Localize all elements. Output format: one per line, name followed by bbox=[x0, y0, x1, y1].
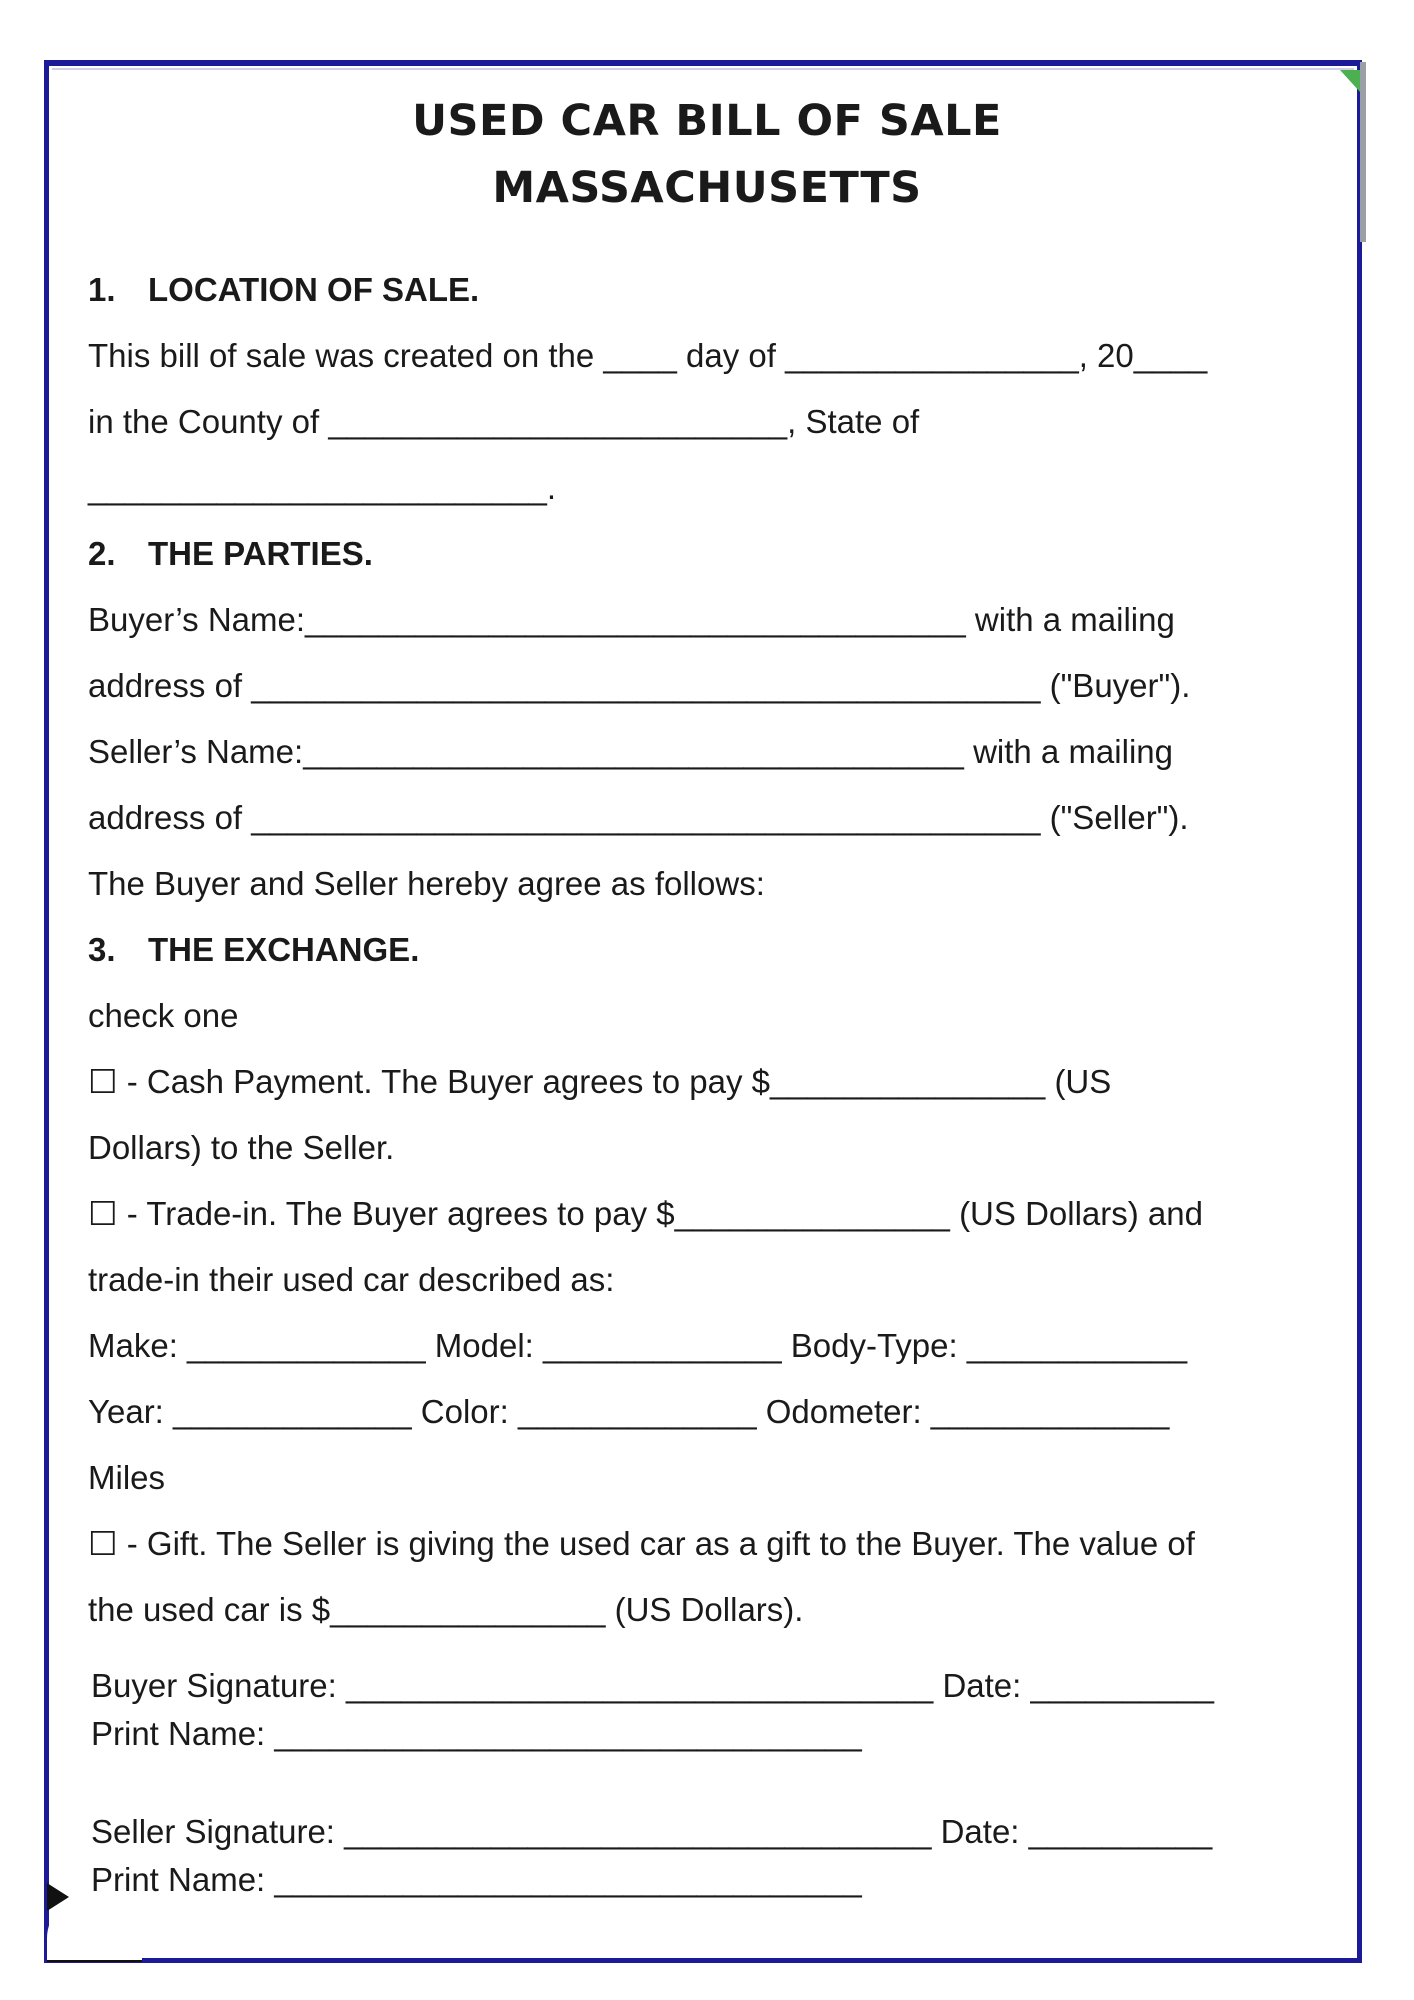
corner-tab bbox=[1360, 62, 1366, 242]
cash-payment-continued: Dollars) to the Seller. bbox=[88, 1129, 395, 1166]
vehicle-year-color-odometer[interactable]: Year: _____________ Color: _____________ Odometer: _____________ bbox=[88, 1393, 1170, 1430]
buyer-address-field[interactable]: address of ___________________________________________ ("Buyer"). bbox=[88, 667, 1191, 704]
check-one-label: check one bbox=[88, 997, 239, 1034]
buyer-signature-field[interactable]: Buyer Signature: ________________________________ Date: __________ bbox=[91, 1667, 1215, 1704]
seller-signature-field[interactable]: Seller Signature: ________________________________ Date: __________ bbox=[91, 1813, 1213, 1850]
document-title: USED CAR BILL OF SALE bbox=[412, 96, 1002, 146]
gift-option[interactable]: ☐ - Gift. The Seller is giving the used car as a gift to the Buyer. The value of bbox=[88, 1525, 1195, 1562]
section-number: 1. bbox=[88, 271, 116, 308]
state-line[interactable]: _________________________. bbox=[88, 469, 556, 506]
corner-accent-green bbox=[1340, 70, 1360, 92]
buyer-print-name-field[interactable]: Print Name: ________________________________ bbox=[91, 1715, 862, 1752]
buyer-name-field[interactable]: Buyer’s Name:____________________________________ with a mailing bbox=[88, 601, 1175, 638]
county-line[interactable]: in the County of _________________________, State of bbox=[88, 403, 920, 440]
seller-print-name-field[interactable]: Print Name: ________________________________ bbox=[91, 1861, 862, 1898]
section-1-heading bbox=[88, 270, 479, 310]
section-number: 2. bbox=[88, 535, 116, 572]
document-subtitle: MASSACHUSETTS bbox=[492, 163, 922, 213]
section-number: 3. bbox=[88, 931, 116, 968]
trade-in-option[interactable]: ☐ - Trade-in. The Buyer agrees to pay $_______________ (US Dollars) and bbox=[88, 1195, 1203, 1232]
section-title: THE EXCHANGE. bbox=[148, 931, 420, 968]
section-title: LOCATION OF SALE. bbox=[148, 271, 480, 308]
page-curl bbox=[47, 1898, 142, 1962]
vehicle-make-model-bodytype[interactable]: Make: _____________ Model: _____________ Body-Type: ____________ bbox=[88, 1327, 1188, 1364]
date-of-sale-line[interactable]: This bill of sale was created on the ____ day of ________________, 20____ bbox=[88, 337, 1208, 374]
section-3-heading bbox=[88, 930, 419, 970]
cash-payment-option[interactable]: ☐ - Cash Payment. The Buyer agrees to pay $_______________ (US bbox=[88, 1063, 1112, 1100]
gift-value-field[interactable]: the used car is $_______________ (US Dollars). bbox=[88, 1591, 804, 1628]
odometer-units: Miles bbox=[88, 1459, 166, 1496]
section-title: THE PARTIES. bbox=[148, 535, 373, 572]
seller-address-field[interactable]: address of ___________________________________________ ("Seller"). bbox=[88, 799, 1189, 836]
trade-in-continued: trade-in their used car described as: bbox=[88, 1261, 615, 1298]
section-2-heading bbox=[88, 534, 373, 574]
seller-name-field[interactable]: Seller’s Name:____________________________________ with a mailing bbox=[88, 733, 1173, 770]
agreement-text: The Buyer and Seller hereby agree as follows: bbox=[88, 865, 765, 902]
